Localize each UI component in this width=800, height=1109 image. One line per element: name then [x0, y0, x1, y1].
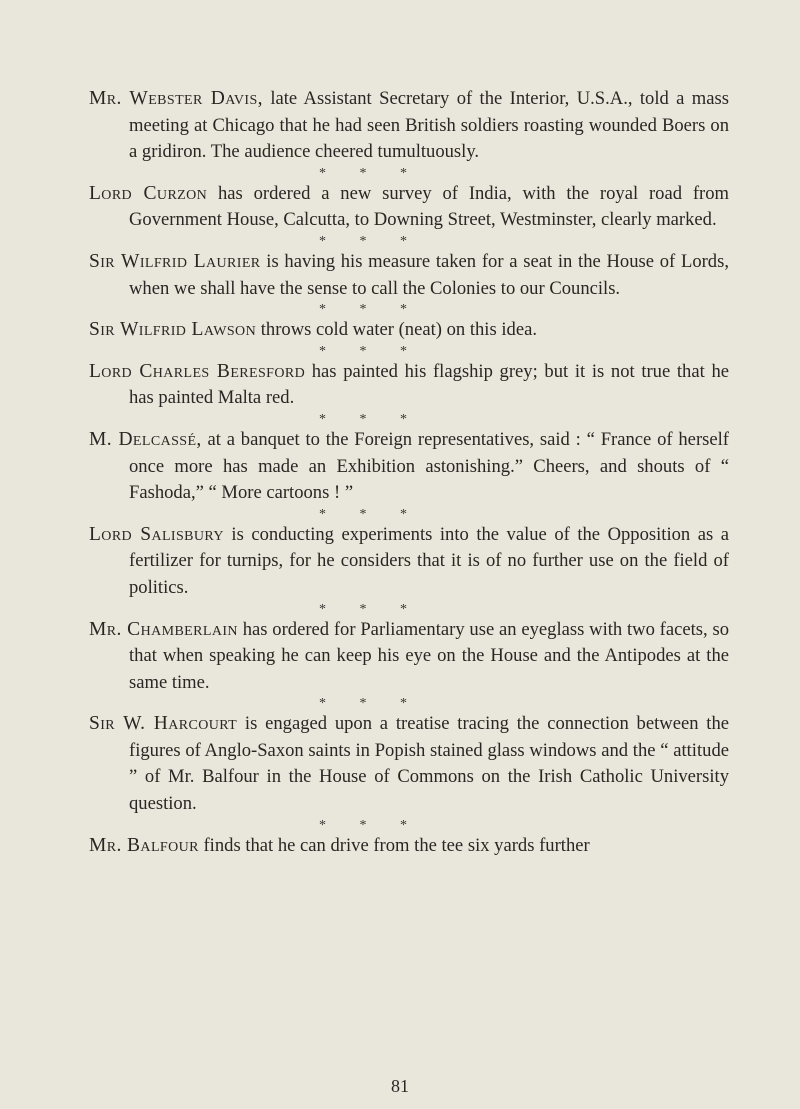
paragraph-lead: Sir W. Harcourt	[89, 713, 238, 735]
paragraph-lead: Lord Curzon	[89, 182, 208, 204]
paragraph-lead: Sir Wilfrid Laurier	[89, 250, 261, 272]
paragraph-chamberlain	[89, 617, 729, 697]
section-separator: * * *	[319, 696, 407, 712]
paragraph-lead: Lord Charles Beresford	[89, 360, 306, 382]
paragraph-curzon	[89, 181, 729, 234]
section-separator: * * *	[319, 411, 407, 427]
section-separator: * * *	[319, 233, 407, 249]
section-separator: * * *	[319, 165, 407, 181]
section-separator: * * *	[319, 601, 407, 617]
paragraph-lead: Sir Wilfrid Lawson	[89, 319, 257, 341]
paragraph-lawson	[89, 317, 729, 344]
paragraph-body: late Assistant Secretary of the Interior, U.S.A., told a mass meeting at Chicago that he had seen British soldiers roasting wounded Boers on a gridiron. The audience cheered tumultuously.	[129, 88, 729, 163]
paragraph-salisbury	[89, 522, 729, 602]
paragraph-body: is conducting experiments into the value of the Opposition as a fertilizer for turnips, for he considers that it is of no further use on the field of politics.	[129, 523, 729, 598]
paragraph-body: finds that he can drive from the tee six yards further	[198, 834, 590, 856]
section-separator: * * *	[319, 302, 407, 318]
paragraph-body: has ordered a new survey of India, with the royal road from Government House, Calcutta, to Downing Street, Westminster, clearly marked.	[129, 182, 729, 231]
paragraph-delcasse	[89, 427, 729, 507]
paragraph-lead: Mr. Balfour	[89, 834, 199, 856]
paragraph-harcourt	[89, 711, 729, 817]
paragraph-body: is engaged upon a treatise tracing the connection between the figures of Anglo-Saxon saints in Popish stained glass windows and the “ attitude ” of Mr. Balfour in the House of Commons on the Irish Catholic University question.	[129, 713, 729, 815]
text-block	[89, 86, 729, 859]
paragraph-body: throws cold water (neat) on this idea.	[256, 319, 537, 341]
paragraph-lead: Lord Salisbury	[89, 523, 224, 545]
section-separator: * * *	[319, 506, 407, 522]
paragraph-laurier	[89, 249, 729, 302]
paragraph-webster-davis	[89, 86, 729, 166]
paragraph-body: at a banquet to the Foreign representatives, said : “ France of herself once more has made an Exhibition astonishing.” Cheers, and shouts of “ Fashoda,” “ More cartoons ! ”	[129, 428, 729, 504]
paragraph-beresford	[89, 359, 729, 412]
paragraph-lead: Mr. Chamberlain	[89, 618, 238, 640]
paragraph-body: is having his measure taken for a seat in the House of Lords, when we shall have the sense to call the Colonies to our Councils.	[129, 250, 729, 299]
page-number: 81	[391, 1076, 409, 1096]
section-separator: * * *	[319, 817, 407, 833]
paragraph-lead: M. Delcassé,	[89, 428, 202, 450]
section-separator: * * *	[319, 343, 407, 359]
paragraph-balfour	[89, 833, 729, 860]
paragraph-body: has painted his flagship grey; but it is not true that he has painted Malta red.	[129, 360, 729, 409]
paragraph-lead: Mr. Webster Davis,	[89, 88, 263, 109]
paragraph-body: has ordered for Parliamentary use an eyeglass with two facets, so that when speaking he can keep his eye on the House and the Antipodes at the same time.	[129, 618, 730, 693]
